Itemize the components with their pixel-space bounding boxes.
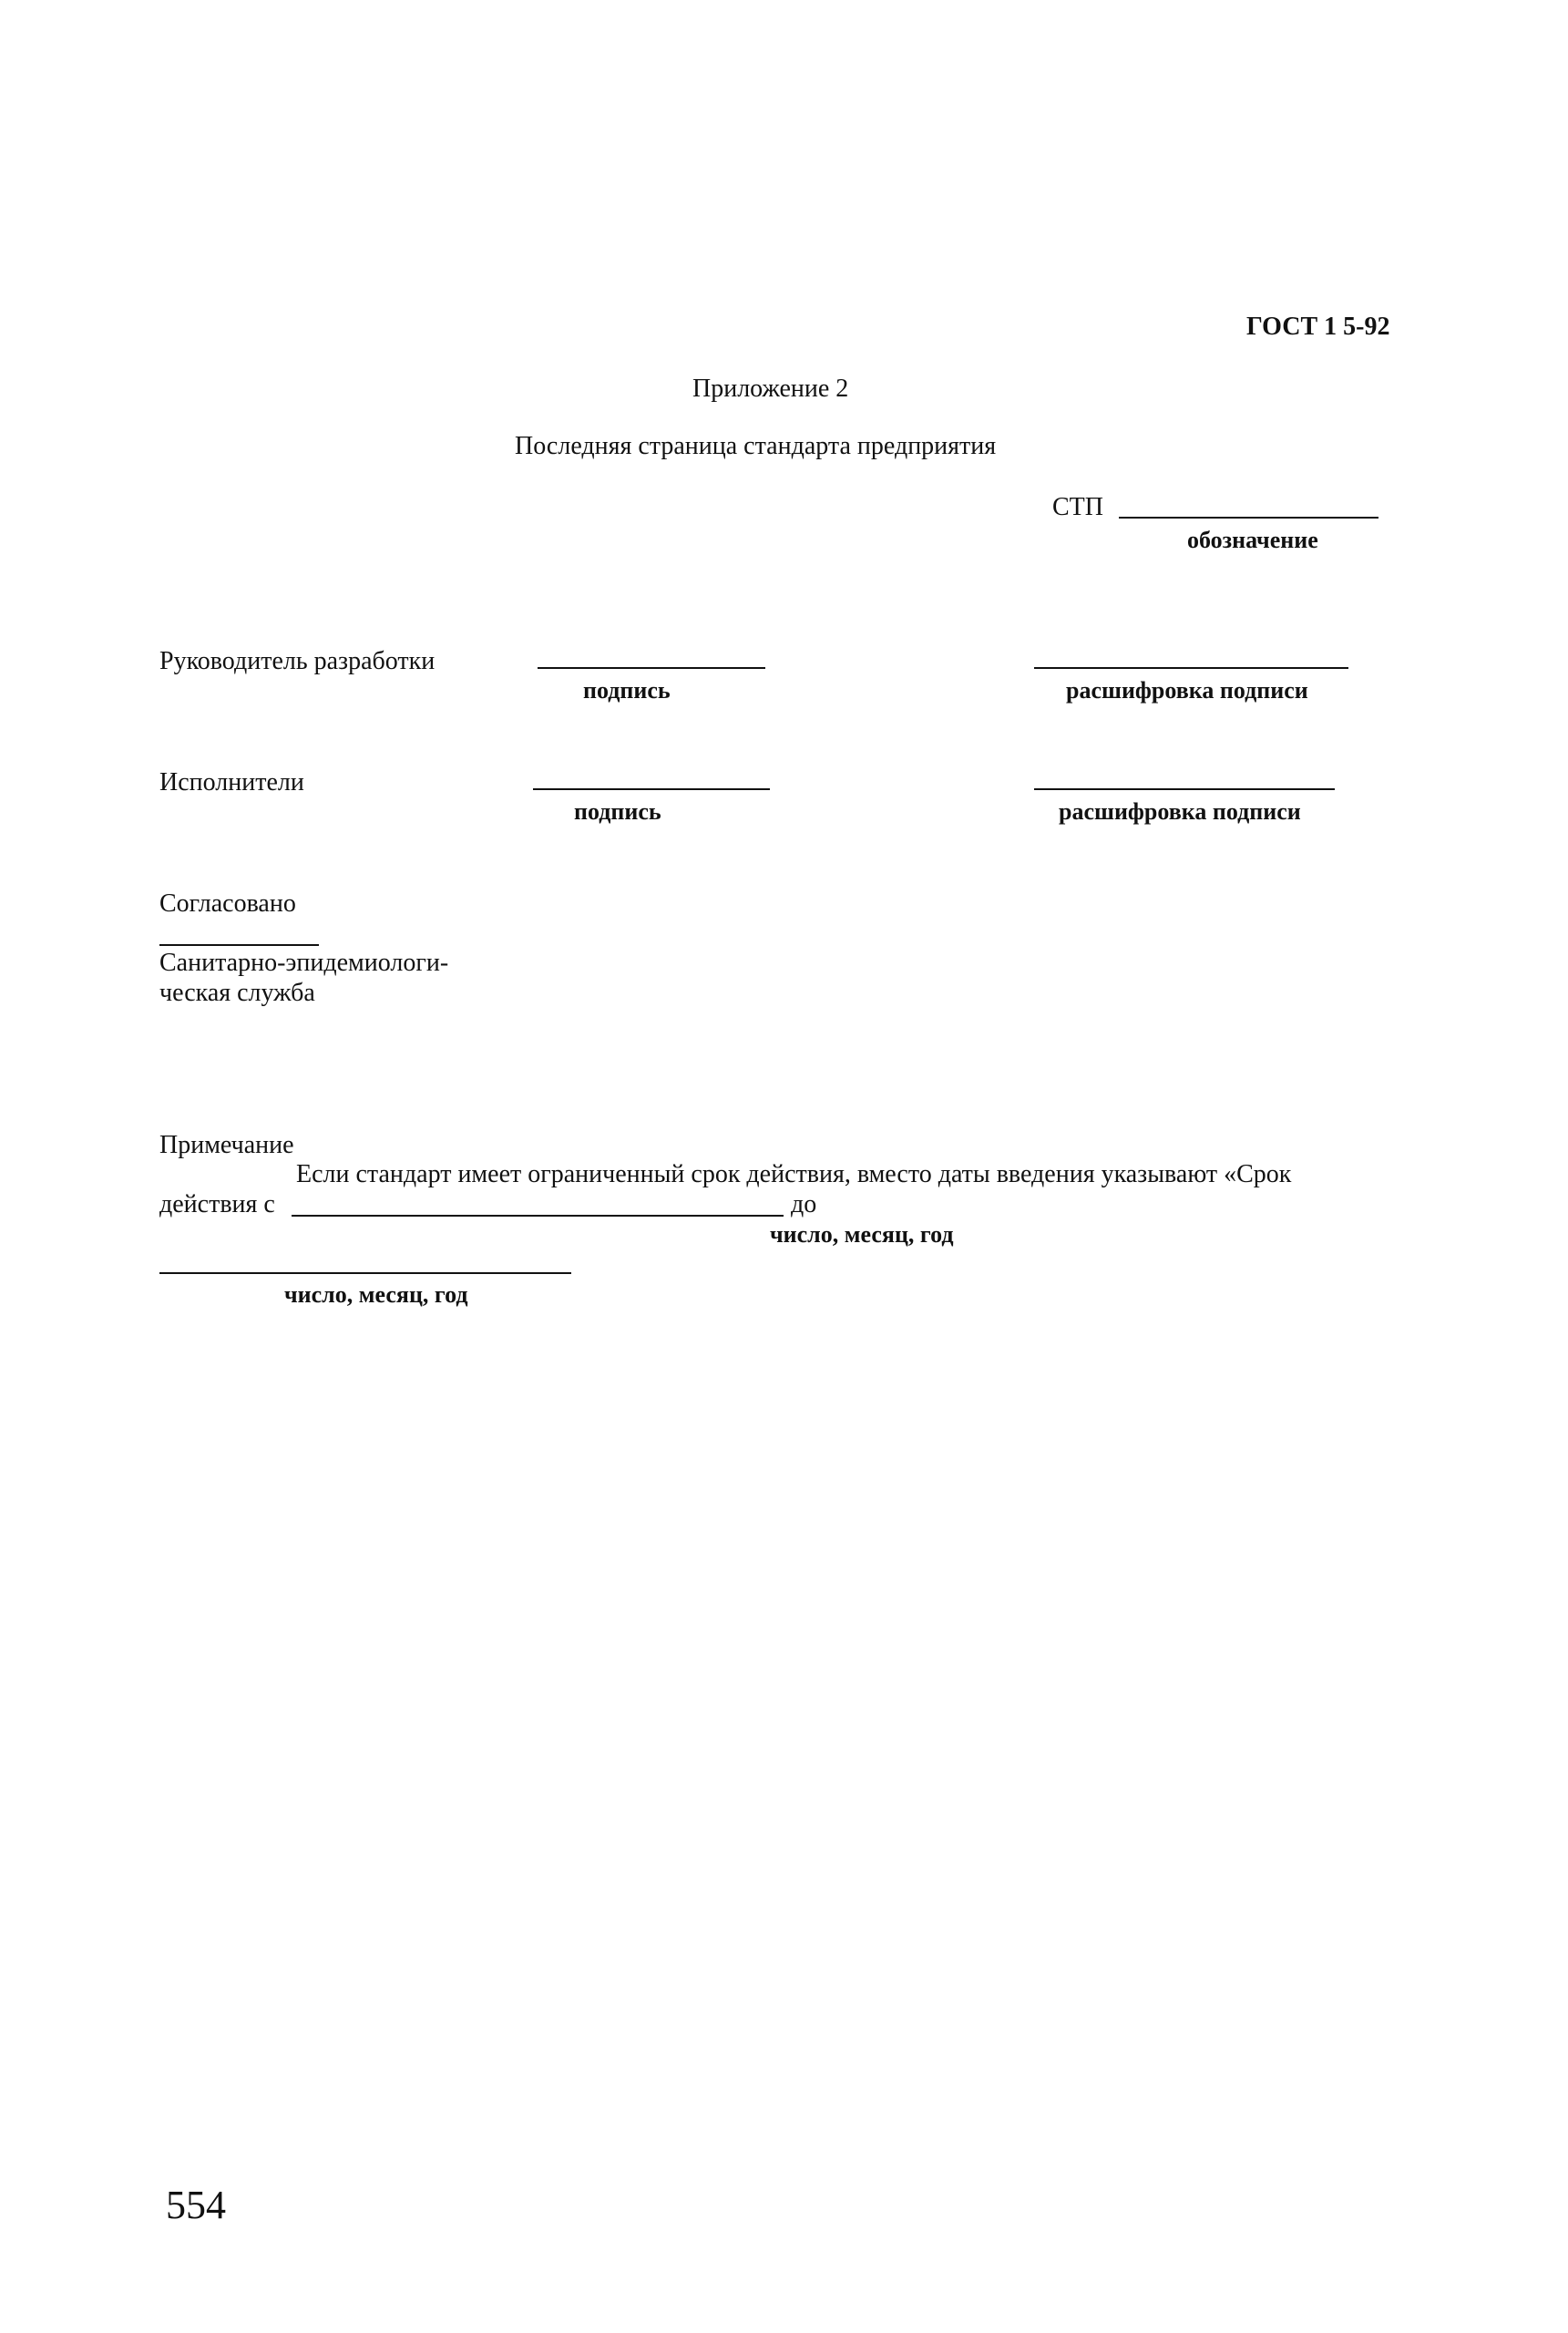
note-date-caption: число, месяц, год	[770, 1221, 954, 1248]
note-line2-end: до	[791, 1190, 817, 1218]
note-line1: Если стандарт имеет ограниченный срок действия, вместо даты введения указывают «Срок	[296, 1160, 1292, 1188]
signature-decoding-caption: расшифровка подписи	[1059, 798, 1301, 825]
signature-decoding-line	[1034, 667, 1348, 669]
signature-decoding-line	[1034, 788, 1335, 790]
approval-line	[159, 944, 319, 946]
signature-role: Руководитель разработки	[159, 647, 436, 675]
approval-org-line2: ческая служба	[159, 979, 315, 1007]
designation-prefix: СТП	[1052, 493, 1103, 521]
signature-role: Исполнители	[159, 768, 304, 797]
approval-label: Согласовано	[159, 889, 296, 918]
designation-line	[1119, 517, 1378, 519]
note-date-from-line	[292, 1215, 784, 1217]
page-number: 554	[166, 2183, 226, 2227]
approval-org-line1: Санитарно-эпидемиологи-	[159, 949, 449, 977]
note-date-caption: число, месяц, год	[284, 1281, 468, 1308]
signature-caption: подпись	[574, 798, 661, 825]
signature-decoding-caption: расшифровка подписи	[1066, 677, 1308, 704]
note-date-to-line	[159, 1272, 571, 1274]
appendix-subtitle: Последняя страница стандарта предприятия	[515, 432, 997, 460]
signature-line	[538, 667, 765, 669]
signature-caption: подпись	[583, 677, 671, 704]
note-line2-start: действия с	[159, 1190, 275, 1218]
standard-code: ГОСТ 1 5-92	[1246, 313, 1390, 341]
note-heading: Примечание	[159, 1131, 294, 1159]
appendix-title: Приложение 2	[692, 375, 849, 403]
signature-line	[533, 788, 770, 790]
designation-caption: обозначение	[1187, 527, 1318, 553]
